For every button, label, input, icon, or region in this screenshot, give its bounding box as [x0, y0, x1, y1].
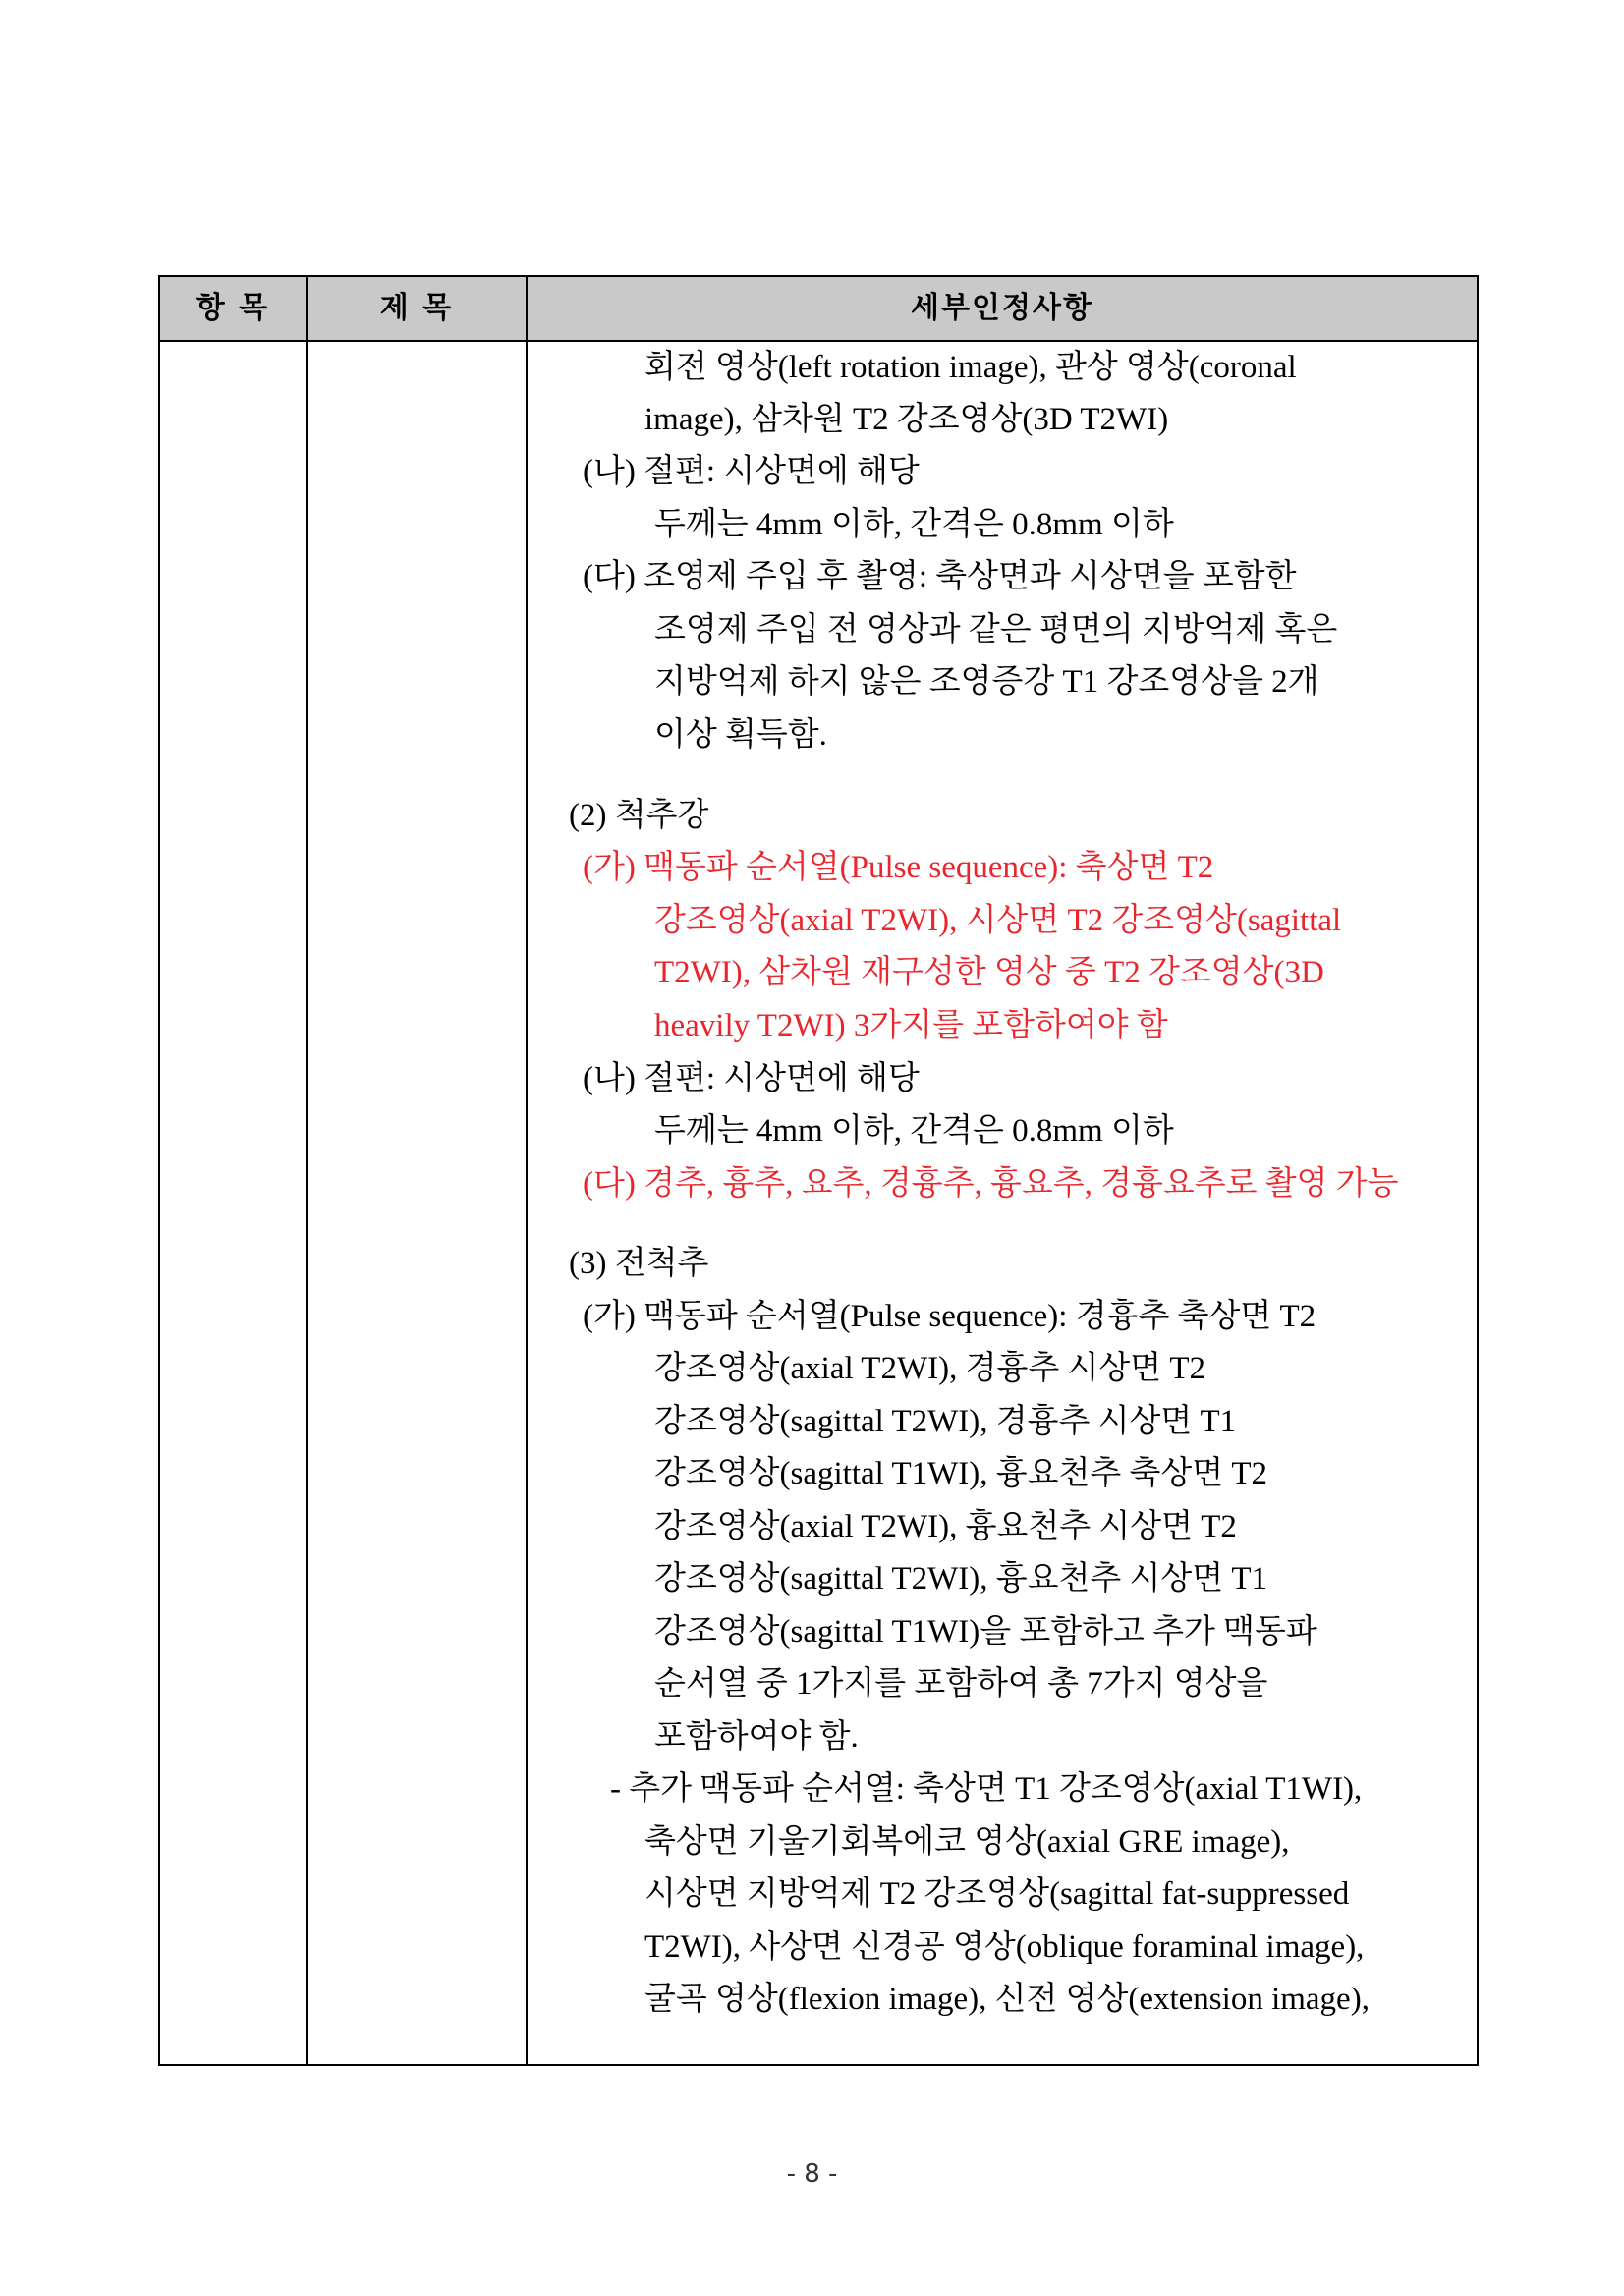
table-header-row [160, 277, 1477, 342]
text-line: 두께는 4mm 이하, 간격은 0.8mm 이하 [654, 507, 1174, 542]
table-body [160, 342, 1477, 2064]
header-item: 항 목 [196, 291, 270, 325]
text-line: (나) 절편: 시상면에 해당 [583, 1061, 920, 1096]
red-text-line: T2WI), 삼차원 재구성한 영상 중 T2 강조영상(3D [654, 955, 1324, 990]
red-text-line: (다) 경추, 흉추, 요추, 경흉추, 흉요추, 경흉요추로 촬영 가능 [583, 1166, 1399, 1202]
text-line: 강조영상(sagittal T2WI), 경흉추 시상면 T1 [654, 1404, 1237, 1439]
text-line: 조영제 주입 전 영상과 같은 평면의 지방억제 혹은 [654, 612, 1338, 647]
red-text-line: 강조영상(axial T2WI), 시상면 T2 강조영상(sagittal [654, 903, 1342, 938]
text-line: (가) 맥동파 순서열(Pulse sequence): 경흉추 축상면 T2 [583, 1299, 1316, 1334]
text-line: 강조영상(sagittal T1WI), 흉요천추 축상면 T2 [654, 1456, 1268, 1491]
criteria-table [158, 275, 1479, 2066]
text-line: 시상면 지방억제 T2 강조영상(sagittal fat-suppressed [644, 1876, 1350, 1912]
text-line: - 추가 맥동파 순서열: 축상면 T1 강조영상(axial T1WI), [610, 1771, 1363, 1807]
header-detail: 세부인정사항 [911, 291, 1093, 325]
text-line: image), 삼차원 T2 강조영상(3D T2WI) [644, 402, 1169, 437]
section-heading-spinal-canal: (2) 척추강 [569, 798, 709, 833]
header-title: 제 목 [379, 291, 454, 325]
text-line: (나) 절편: 시상면에 해당 [583, 454, 920, 489]
page-number: - 8 - [786, 2159, 838, 2189]
section-heading-whole-spine: (3) 전척추 [569, 1246, 709, 1281]
red-text-line: heavily T2WI) 3가지를 포함하여야 함 [654, 1008, 1168, 1043]
text-line: 이상 획득함. [654, 717, 827, 753]
text-line: 지방억제 하지 않은 조영증강 T1 강조영상을 2개 [654, 664, 1319, 700]
text-line: (다) 조영제 주입 후 촬영: 축상면과 시상면을 포함한 [583, 559, 1297, 594]
text-line: 축상면 기울기회복에코 영상(axial GRE image), [644, 1824, 1290, 1860]
text-line: 순서열 중 1가지를 포함하여 총 7가지 영상을 [654, 1666, 1268, 1702]
text-line: T2WI), 사상면 신경공 영상(oblique foraminal image), [644, 1930, 1365, 1965]
text-line: 포함하여야 함. [654, 1719, 859, 1755]
text-line: 굴곡 영상(flexion image), 신전 영상(extension image), [644, 1982, 1370, 2017]
text-line: 회전 영상(left rotation image), 관상 영상(coronal [644, 350, 1297, 385]
text-line: 두께는 4mm 이하, 간격은 0.8mm 이하 [654, 1113, 1174, 1148]
text-line: 강조영상(axial T2WI), 경흉추 시상면 T2 [654, 1351, 1205, 1386]
text-line: 강조영상(sagittal T2WI), 흉요천추 시상면 T1 [654, 1561, 1268, 1596]
text-line: 강조영상(sagittal T1WI)을 포함하고 추가 맥동파 [654, 1614, 1317, 1650]
text-line: 강조영상(axial T2WI), 흉요천추 시상면 T2 [654, 1509, 1237, 1544]
red-text-line: (가) 맥동파 순서열(Pulse sequence): 축상면 T2 [583, 850, 1214, 885]
